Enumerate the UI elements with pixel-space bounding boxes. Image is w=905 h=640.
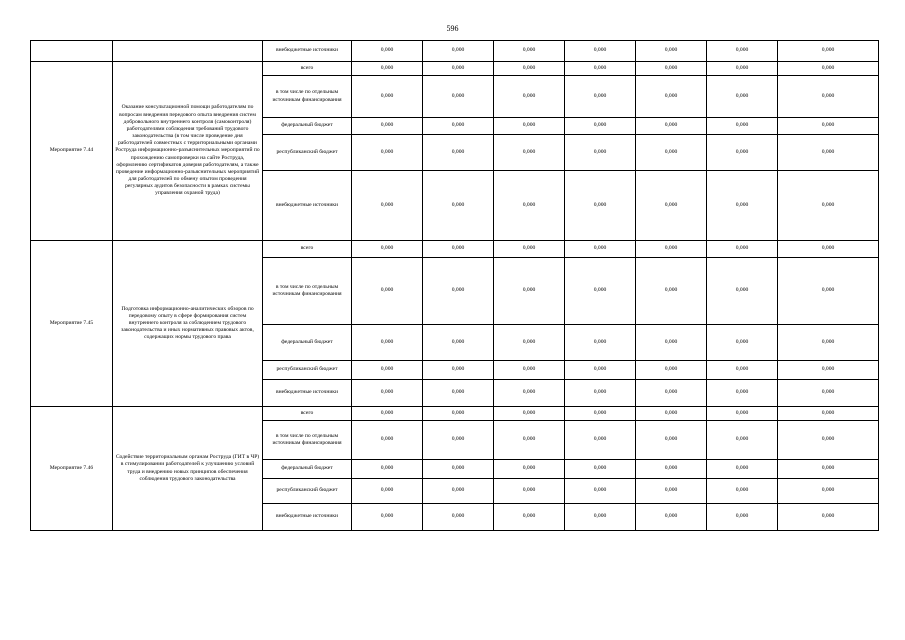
- value-cell: 0,000: [636, 76, 707, 118]
- value-cell: 0,000: [778, 41, 879, 62]
- value-cell: 0,000: [352, 171, 423, 241]
- value-cell: 0,000: [494, 241, 565, 258]
- value-cell: 0,000: [423, 504, 494, 531]
- table-row: [31, 41, 879, 62]
- value-cell: 0,000: [494, 421, 565, 460]
- value-cell: 0,000: [352, 504, 423, 531]
- value-cell: 0,000: [565, 241, 636, 258]
- funding-source-cell: в том числе по отдельным источникам финансирования: [263, 258, 352, 325]
- value-cell: 0,000: [494, 171, 565, 241]
- value-cell: 0,000: [636, 258, 707, 325]
- value-cell: 0,000: [423, 361, 494, 380]
- value-cell: 0,000: [423, 41, 494, 62]
- value-cell: 0,000: [494, 62, 565, 76]
- value-cell: 0,000: [778, 171, 879, 241]
- value-cell: 0,000: [565, 421, 636, 460]
- value-cell: 0,000: [778, 258, 879, 325]
- value-cell: 0,000: [778, 361, 879, 380]
- activity-code: Мероприятие 7.44: [31, 62, 113, 241]
- value-cell: 0,000: [352, 380, 423, 407]
- value-cell: 0,000: [636, 407, 707, 421]
- value-cell: 0,000: [565, 62, 636, 76]
- value-cell: 0,000: [636, 241, 707, 258]
- activity-description: Содействие территориальным органам Роструда (ГИТ в ЧР) в стимулировании работодателей к улучшению условий труда и внедрению новых принципов обеспечения соблюдения трудового законодательства: [113, 407, 263, 531]
- value-cell: 0,000: [707, 421, 778, 460]
- funding-source-cell: федеральный бюджет: [263, 118, 352, 135]
- value-cell: 0,000: [494, 407, 565, 421]
- funding-source-cell: в том числе по отдельным источникам финансирования: [263, 76, 352, 118]
- value-cell: 0,000: [707, 258, 778, 325]
- value-cell: 0,000: [352, 479, 423, 504]
- value-cell: 0,000: [778, 76, 879, 118]
- table-body: [31, 41, 879, 531]
- value-cell: 0,000: [565, 460, 636, 479]
- value-cell: 0,000: [494, 41, 565, 62]
- value-cell: 0,000: [494, 504, 565, 531]
- funding-source-cell: всего: [263, 407, 352, 421]
- value-cell: 0,000: [423, 171, 494, 241]
- value-cell: 0,000: [636, 171, 707, 241]
- funding-source-cell: в том числе по отдельным источникам финансирования: [263, 421, 352, 460]
- value-cell: 0,000: [636, 41, 707, 62]
- value-cell: 0,000: [352, 325, 423, 361]
- value-cell: 0,000: [707, 241, 778, 258]
- value-cell: 0,000: [423, 135, 494, 171]
- value-cell: 0,000: [352, 421, 423, 460]
- value-cell: 0,000: [778, 325, 879, 361]
- value-cell: 0,000: [423, 241, 494, 258]
- table-row: [31, 407, 879, 421]
- value-cell: 0,000: [636, 135, 707, 171]
- value-cell: 0,000: [565, 325, 636, 361]
- funding-source-cell: республиканский бюджет: [263, 361, 352, 380]
- value-cell: 0,000: [565, 479, 636, 504]
- value-cell: 0,000: [352, 135, 423, 171]
- value-cell: 0,000: [565, 171, 636, 241]
- value-cell: 0,000: [778, 380, 879, 407]
- value-cell: 0,000: [565, 407, 636, 421]
- value-cell: 0,000: [636, 479, 707, 504]
- value-cell: 0,000: [707, 171, 778, 241]
- value-cell: 0,000: [778, 118, 879, 135]
- value-cell: 0,000: [707, 479, 778, 504]
- budget-table: [30, 40, 879, 531]
- value-cell: 0,000: [707, 504, 778, 531]
- value-cell: 0,000: [423, 325, 494, 361]
- value-cell: 0,000: [565, 118, 636, 135]
- value-cell: 0,000: [352, 76, 423, 118]
- funding-source-cell: внебюджетные источники: [263, 41, 352, 62]
- value-cell: 0,000: [778, 62, 879, 76]
- value-cell: 0,000: [352, 407, 423, 421]
- empty-code-cell: [31, 41, 113, 62]
- value-cell: 0,000: [565, 504, 636, 531]
- value-cell: 0,000: [565, 41, 636, 62]
- value-cell: 0,000: [352, 41, 423, 62]
- value-cell: 0,000: [494, 460, 565, 479]
- value-cell: 0,000: [423, 460, 494, 479]
- value-cell: 0,000: [707, 407, 778, 421]
- value-cell: 0,000: [494, 325, 565, 361]
- value-cell: 0,000: [636, 421, 707, 460]
- value-cell: 0,000: [636, 460, 707, 479]
- value-cell: 0,000: [423, 380, 494, 407]
- page-number: 596: [446, 24, 459, 33]
- table-row: [31, 62, 879, 76]
- activity-description: Оказание консультационной помощи работодателям по вопросам внедрения передового опыта внедрения систем добровольного внутреннего контроля (самоконтроля) работодателями соблюдения требований трудового законодательства (в том числе проведение дня работодателей совместных с территориальными органами Роструда информационно-разъяснительных мероприятий по прохождению самопроверки на сайте Роструда, оформлению сертификатов доверия работодателям, а также проведение информационно-разъяснительных мероприятий для работодателей по обмену опытом проведения регулярных аудитов безопасности в рамках системы управления охраной труда): [113, 62, 263, 241]
- funding-source-cell: всего: [263, 241, 352, 258]
- value-cell: 0,000: [565, 380, 636, 407]
- value-cell: 0,000: [565, 76, 636, 118]
- value-cell: 0,000: [565, 135, 636, 171]
- value-cell: 0,000: [778, 135, 879, 171]
- value-cell: 0,000: [494, 361, 565, 380]
- value-cell: 0,000: [352, 460, 423, 479]
- value-cell: 0,000: [636, 504, 707, 531]
- value-cell: 0,000: [352, 118, 423, 135]
- value-cell: 0,000: [707, 135, 778, 171]
- value-cell: 0,000: [423, 76, 494, 118]
- value-cell: 0,000: [423, 118, 494, 135]
- value-cell: 0,000: [423, 421, 494, 460]
- funding-source-cell: республиканский бюджет: [263, 135, 352, 171]
- value-cell: 0,000: [707, 76, 778, 118]
- value-cell: 0,000: [494, 76, 565, 118]
- funding-source-cell: внебюджетные источники: [263, 504, 352, 531]
- value-cell: 0,000: [494, 380, 565, 407]
- value-cell: 0,000: [494, 258, 565, 325]
- value-cell: 0,000: [636, 118, 707, 135]
- value-cell: 0,000: [423, 479, 494, 504]
- activity-code: Мероприятие 7.45: [31, 241, 113, 407]
- value-cell: 0,000: [352, 361, 423, 380]
- funding-source-cell: федеральный бюджет: [263, 325, 352, 361]
- value-cell: 0,000: [707, 361, 778, 380]
- value-cell: 0,000: [494, 118, 565, 135]
- value-cell: 0,000: [707, 62, 778, 76]
- value-cell: 0,000: [352, 62, 423, 76]
- table-row: [31, 241, 879, 258]
- value-cell: 0,000: [565, 361, 636, 380]
- value-cell: 0,000: [423, 258, 494, 325]
- value-cell: 0,000: [494, 479, 565, 504]
- funding-source-cell: внебюджетные источники: [263, 380, 352, 407]
- value-cell: 0,000: [707, 460, 778, 479]
- funding-source-cell: всего: [263, 62, 352, 76]
- value-cell: 0,000: [778, 241, 879, 258]
- value-cell: 0,000: [565, 258, 636, 325]
- value-cell: 0,000: [707, 325, 778, 361]
- value-cell: 0,000: [707, 118, 778, 135]
- value-cell: 0,000: [636, 62, 707, 76]
- value-cell: 0,000: [778, 504, 879, 531]
- value-cell: 0,000: [707, 380, 778, 407]
- value-cell: 0,000: [778, 479, 879, 504]
- empty-description-cell: [113, 41, 263, 62]
- value-cell: 0,000: [494, 135, 565, 171]
- value-cell: 0,000: [423, 407, 494, 421]
- value-cell: 0,000: [423, 62, 494, 76]
- value-cell: 0,000: [636, 325, 707, 361]
- activity-description: Подготовка информационно-аналитических обзоров по передовому опыту в сфере формирования систем внутреннего контроля за соблюдением трудового законодательства и иных нормативных правовых актов, содержащих нормы трудового права: [113, 241, 263, 407]
- funding-source-cell: республиканский бюджет: [263, 479, 352, 504]
- value-cell: 0,000: [778, 407, 879, 421]
- funding-source-cell: федеральный бюджет: [263, 460, 352, 479]
- funding-source-cell: внебюджетные источники: [263, 171, 352, 241]
- value-cell: 0,000: [778, 421, 879, 460]
- value-cell: 0,000: [352, 258, 423, 325]
- value-cell: 0,000: [636, 361, 707, 380]
- value-cell: 0,000: [707, 41, 778, 62]
- value-cell: 0,000: [636, 380, 707, 407]
- activity-code: Мероприятие 7.46: [31, 407, 113, 531]
- value-cell: 0,000: [778, 460, 879, 479]
- value-cell: 0,000: [352, 241, 423, 258]
